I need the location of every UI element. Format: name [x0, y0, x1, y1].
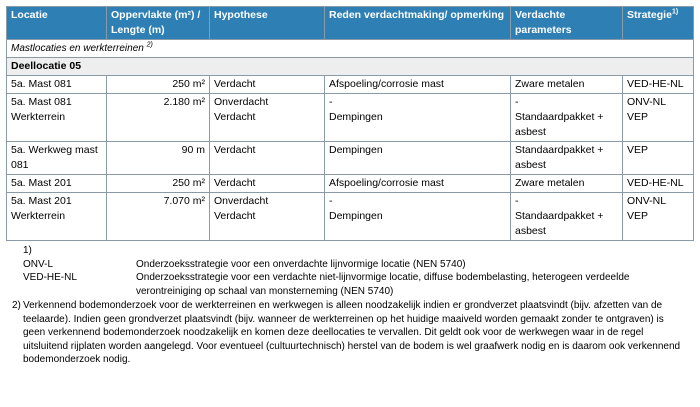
abbreviation-item [12, 258, 688, 272]
cell-reden [325, 142, 511, 175]
cell-hypothese [210, 175, 325, 193]
cell-parameters-line: - [515, 195, 519, 207]
cell-locatie-line: Werkterrein [11, 111, 66, 123]
cell-strategie-line: VED-HE-NL [627, 78, 684, 90]
abbreviation-item [12, 271, 688, 298]
abbreviation-value: Onderzoeksstrategie voor een verdachte niet-lijnvormige locatie, diffuse bodembelasting, heterogeen verdeelde verontreiniging op schaal van monsterneming (NEN 5740) [136, 272, 630, 297]
abbreviation-key: VED-HE-NL [23, 272, 77, 283]
cell-hypothese-line: Verdacht [214, 111, 256, 123]
cell-strategie-line: ONV-NL [627, 195, 667, 207]
header-locatie: Locatie [7, 7, 107, 40]
cell-locatie-line: 5a. Werkweg mast 081 [11, 144, 98, 171]
cell-hypothese [210, 193, 325, 241]
abbreviation-value: Onderzoeksstrategie voor een onverdachte lijnvormige locatie (NEN 5740) [136, 258, 466, 270]
table-row [7, 193, 694, 241]
header-strategie: Strategie$^{1)}$ [623, 7, 694, 40]
footnote-2 [12, 299, 688, 367]
cell-oppervlakte-line: 250 m² [172, 78, 205, 90]
group-row: Mastlocaties en werkterreinen $^{2)}$ [7, 40, 694, 58]
cell-oppervlakte-line: 90 m [181, 144, 205, 156]
cell-strategie-line: ONV-NL [627, 96, 667, 108]
cell-hypothese-line: Verdacht [214, 78, 256, 90]
abbreviation-list [12, 258, 688, 299]
cell-oppervlakte-line: 2.180 m² [163, 96, 205, 108]
footnote-1-marker: 1) [23, 245, 32, 256]
cell-locatie-line: 5a. Mast 081 [11, 78, 72, 90]
cell-locatie [7, 142, 107, 175]
cell-parameters [511, 175, 623, 193]
cell-parameters-line: Standaardpakket + asbest [515, 210, 604, 237]
cell-hypothese-line: Verdacht [214, 210, 256, 222]
cell-reden [325, 94, 511, 142]
cell-strategie-line: VEP [627, 210, 649, 222]
cell-strategie-line: VEP [627, 111, 649, 123]
cell-locatie-line: 5a. Mast 201 [11, 195, 72, 207]
cell-locatie [7, 76, 107, 94]
cell-reden [325, 175, 511, 193]
cell-parameters [511, 76, 623, 94]
cell-locatie [7, 94, 107, 142]
cell-strategie [623, 193, 694, 241]
cell-hypothese-line: Onverdacht [214, 96, 269, 108]
cell-locatie [7, 175, 107, 193]
cell-strategie [623, 94, 694, 142]
cell-oppervlakte-line: 7.070 m² [163, 195, 205, 207]
cell-hypothese-line: Verdacht [214, 144, 256, 156]
header-oppervlakte: Oppervlakte (m²) / Lengte (m) [107, 7, 210, 40]
cell-strategie [623, 76, 694, 94]
table-row [7, 76, 694, 94]
cell-reden-line: Afspoeling/corrosie mast [329, 78, 444, 90]
cell-locatie-line: 5a. Mast 081 [11, 96, 72, 108]
cell-oppervlakte [107, 142, 210, 175]
cell-locatie-line: Werkterrein [11, 210, 66, 222]
cell-reden-line: - [329, 96, 333, 108]
subgroup-row: Deellocatie 05 [7, 58, 694, 76]
cell-reden-line: - [329, 195, 333, 207]
footnote-2-marker: 2) [12, 300, 21, 311]
cell-parameters-line: - [515, 96, 519, 108]
cell-parameters [511, 142, 623, 175]
cell-strategie [623, 175, 694, 193]
cell-reden-line: Dempingen [329, 144, 383, 156]
table-row [7, 175, 694, 193]
cell-hypothese-line: Verdacht [214, 177, 256, 189]
footnote-2-text: Verkennend bodemonderzoek voor de werkterreinen en werkwegen is alleen noodzakelijk indien er grondverzet plaatsvindt (bijv. afzetten van de teelaarde). Indien geen grondverzet plaatsvindt (bijv. wanneer de werkterreinen op het huidige maaiveld worden gemaakt zonder te ontgraven) is geen verkennend bodemonderzoek noodzakelijk en komen deze deellocaties te vervallen. Dit geldt ook voor de werkwegen waar in de regel uitsluitend rijplaten worden aangelegd. Voor eventueel (cultuurtechnisch) herstel van de bodem is wel graafwerk nodig en is daarom ook verkennend bodemonderzoek nodig. [23, 300, 681, 365]
cell-hypothese [210, 142, 325, 175]
header-hypothese: Hypothese [210, 7, 325, 40]
footnotes [12, 244, 688, 367]
cell-parameters-line: Standaardpakket + asbest [515, 111, 604, 138]
table-row [7, 142, 694, 175]
cell-reden-line: Dempingen [329, 210, 383, 222]
header-parameters: Verdachte parameters [511, 7, 623, 40]
cell-strategie [623, 142, 694, 175]
cell-locatie [7, 193, 107, 241]
cell-reden-line: Afspoeling/corrosie mast [329, 177, 444, 189]
abbreviation-key: ONV-L [23, 258, 54, 270]
header-reden: Reden verdachtmaking/ opmerking [325, 7, 511, 40]
cell-oppervlakte [107, 175, 210, 193]
cell-hypothese-line: Onverdacht [214, 195, 269, 207]
cell-reden [325, 76, 511, 94]
cell-oppervlakte [107, 76, 210, 94]
cell-parameters [511, 94, 623, 142]
cell-reden [325, 193, 511, 241]
cell-strategie-line: VED-HE-NL [627, 177, 684, 189]
table-row [7, 94, 694, 142]
cell-hypothese [210, 76, 325, 94]
cell-hypothese [210, 94, 325, 142]
cell-reden-line: Dempingen [329, 111, 383, 123]
cell-oppervlakte [107, 94, 210, 142]
cell-parameters-line: Zware metalen [515, 177, 585, 189]
strategy-table [6, 6, 694, 241]
cell-oppervlakte-line: 250 m² [172, 177, 205, 189]
cell-oppervlakte [107, 193, 210, 241]
cell-parameters [511, 193, 623, 241]
cell-parameters-line: Zware metalen [515, 78, 585, 90]
cell-locatie-line: 5a. Mast 201 [11, 177, 72, 189]
cell-parameters-line: Standaardpakket + asbest [515, 144, 604, 171]
cell-strategie-line: VEP [627, 144, 649, 156]
